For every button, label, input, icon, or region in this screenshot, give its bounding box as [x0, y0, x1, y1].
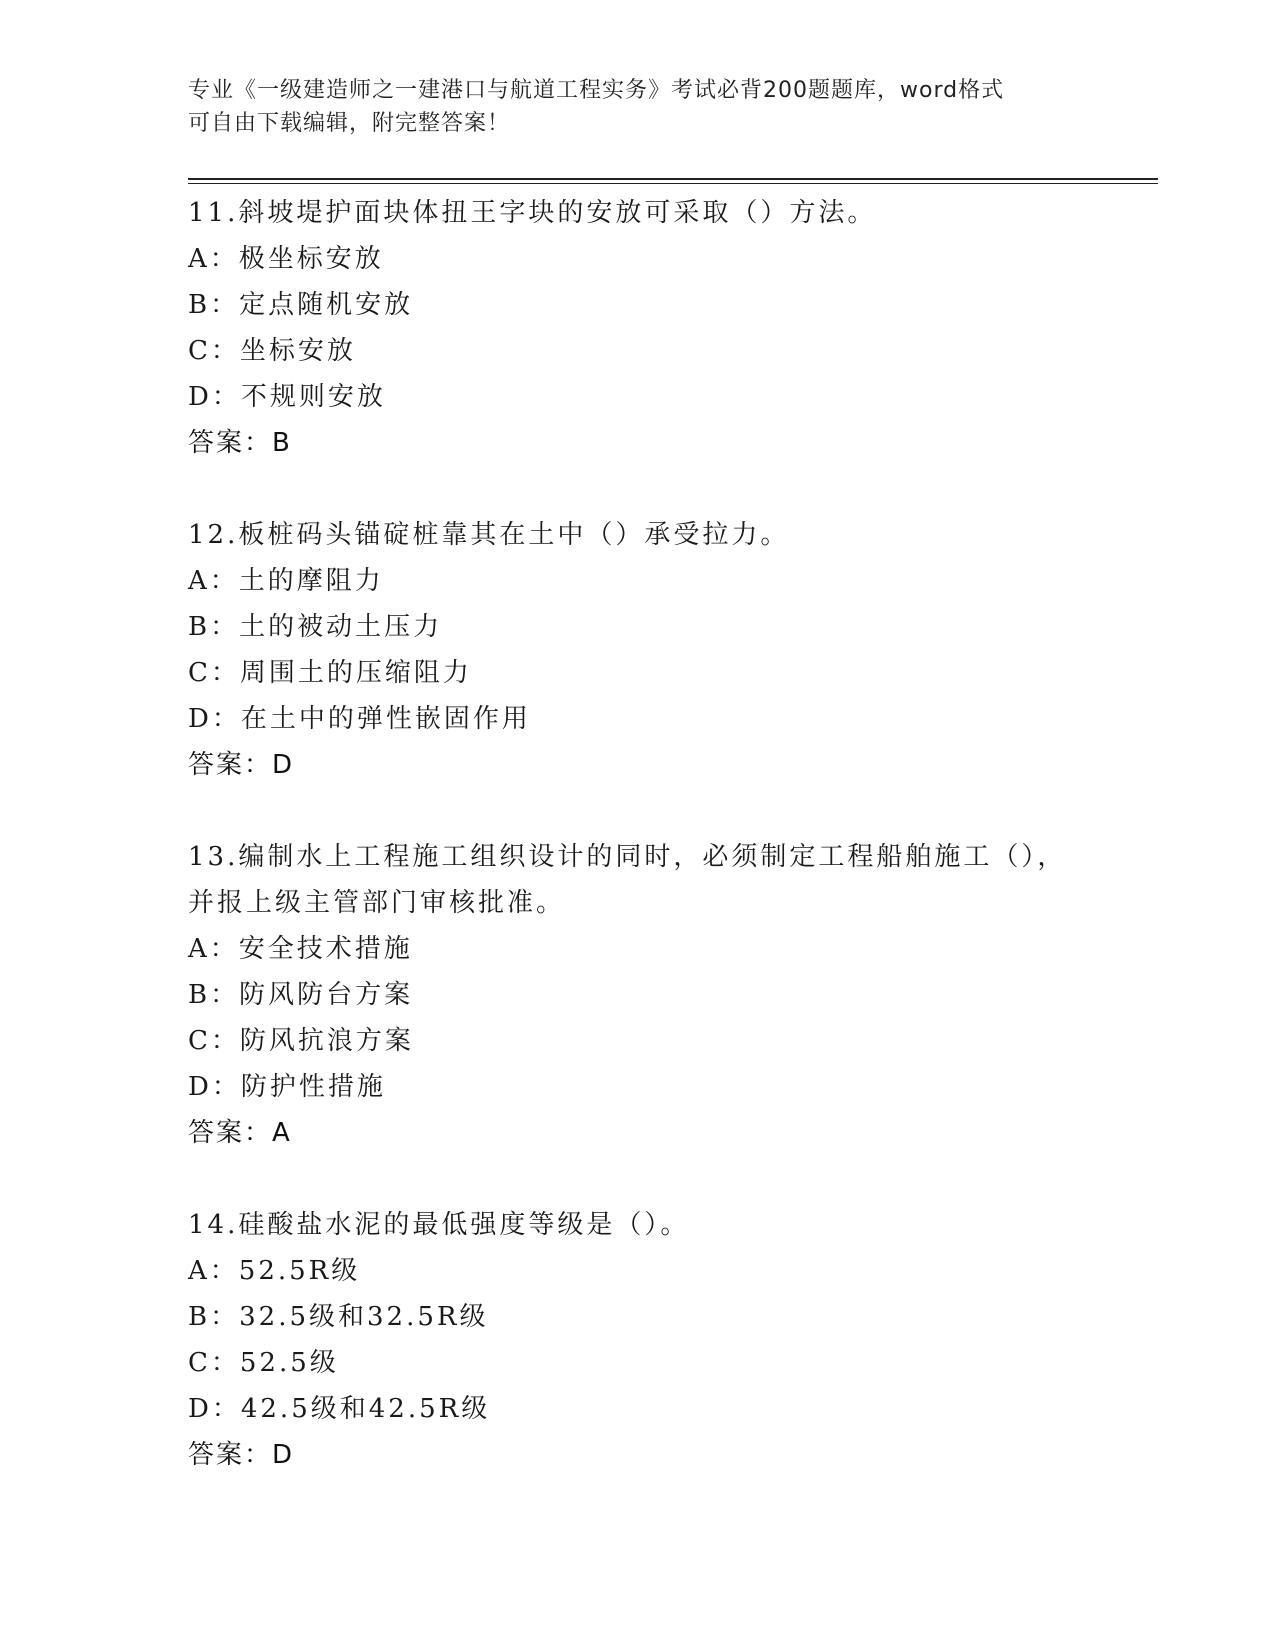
question-13 [188, 834, 1148, 1156]
header-line-2: 可自由下载编辑，附完整答案！ [188, 111, 511, 136]
option-a: A：52.5R级 [188, 1256, 361, 1286]
answer: 答案：D [188, 1440, 295, 1470]
option-b: B：土的被动土压力 [188, 612, 443, 642]
header-divider-thin [188, 183, 1158, 184]
option-a: A：极坐标安放 [188, 244, 384, 274]
option-a: A：土的摩阻力 [188, 566, 384, 596]
header-divider-thick [188, 178, 1158, 180]
question-14 [188, 1202, 1148, 1478]
option-a: A：安全技术措施 [188, 934, 413, 964]
question-stem-continued: 并报上级主管部门审核批准。 [188, 888, 566, 918]
spacer [188, 466, 1148, 512]
header-line-1: 专业《一级建造师之一建港口与航道工程实务》考试必背200题题库，word格式 [188, 78, 1005, 103]
option-c: C：防风抗浪方案 [188, 1026, 414, 1056]
answer: 答案：D [188, 750, 295, 780]
question-stem: 13.编制水上工程施工组织设计的同时，必须制定工程船舶施工（）， [188, 842, 1067, 872]
option-c: C：52.5级 [188, 1348, 339, 1378]
document-header [188, 74, 1088, 140]
answer: 答案：B [188, 428, 292, 458]
option-b: B：防风防台方案 [188, 980, 414, 1010]
option-d: D：在土中的弹性嵌固作用 [188, 704, 531, 734]
question-list [188, 190, 1148, 1478]
question-stem: 11.斜坡堤护面块体扭王字块的安放可采取（）方法。 [188, 198, 877, 228]
option-b: B：32.5级和32.5R级 [188, 1302, 489, 1332]
question-stem: 12.板桩码头锚碇桩靠其在土中（）承受拉力。 [188, 520, 790, 550]
question-stem: 14.硅酸盐水泥的最低强度等级是（）。 [188, 1210, 690, 1240]
option-b: B：定点随机安放 [188, 290, 414, 320]
spacer [188, 788, 1148, 834]
question-12 [188, 512, 1148, 788]
option-d: D：42.5级和42.5R级 [188, 1394, 491, 1424]
question-11 [188, 190, 1148, 466]
answer: 答案：A [188, 1118, 292, 1148]
option-c: C：坐标安放 [188, 336, 356, 366]
option-d: D：防护性措施 [188, 1072, 386, 1102]
option-d: D：不规则安放 [188, 382, 386, 412]
option-c: C：周围土的压缩阻力 [188, 658, 472, 688]
spacer [188, 1156, 1148, 1202]
